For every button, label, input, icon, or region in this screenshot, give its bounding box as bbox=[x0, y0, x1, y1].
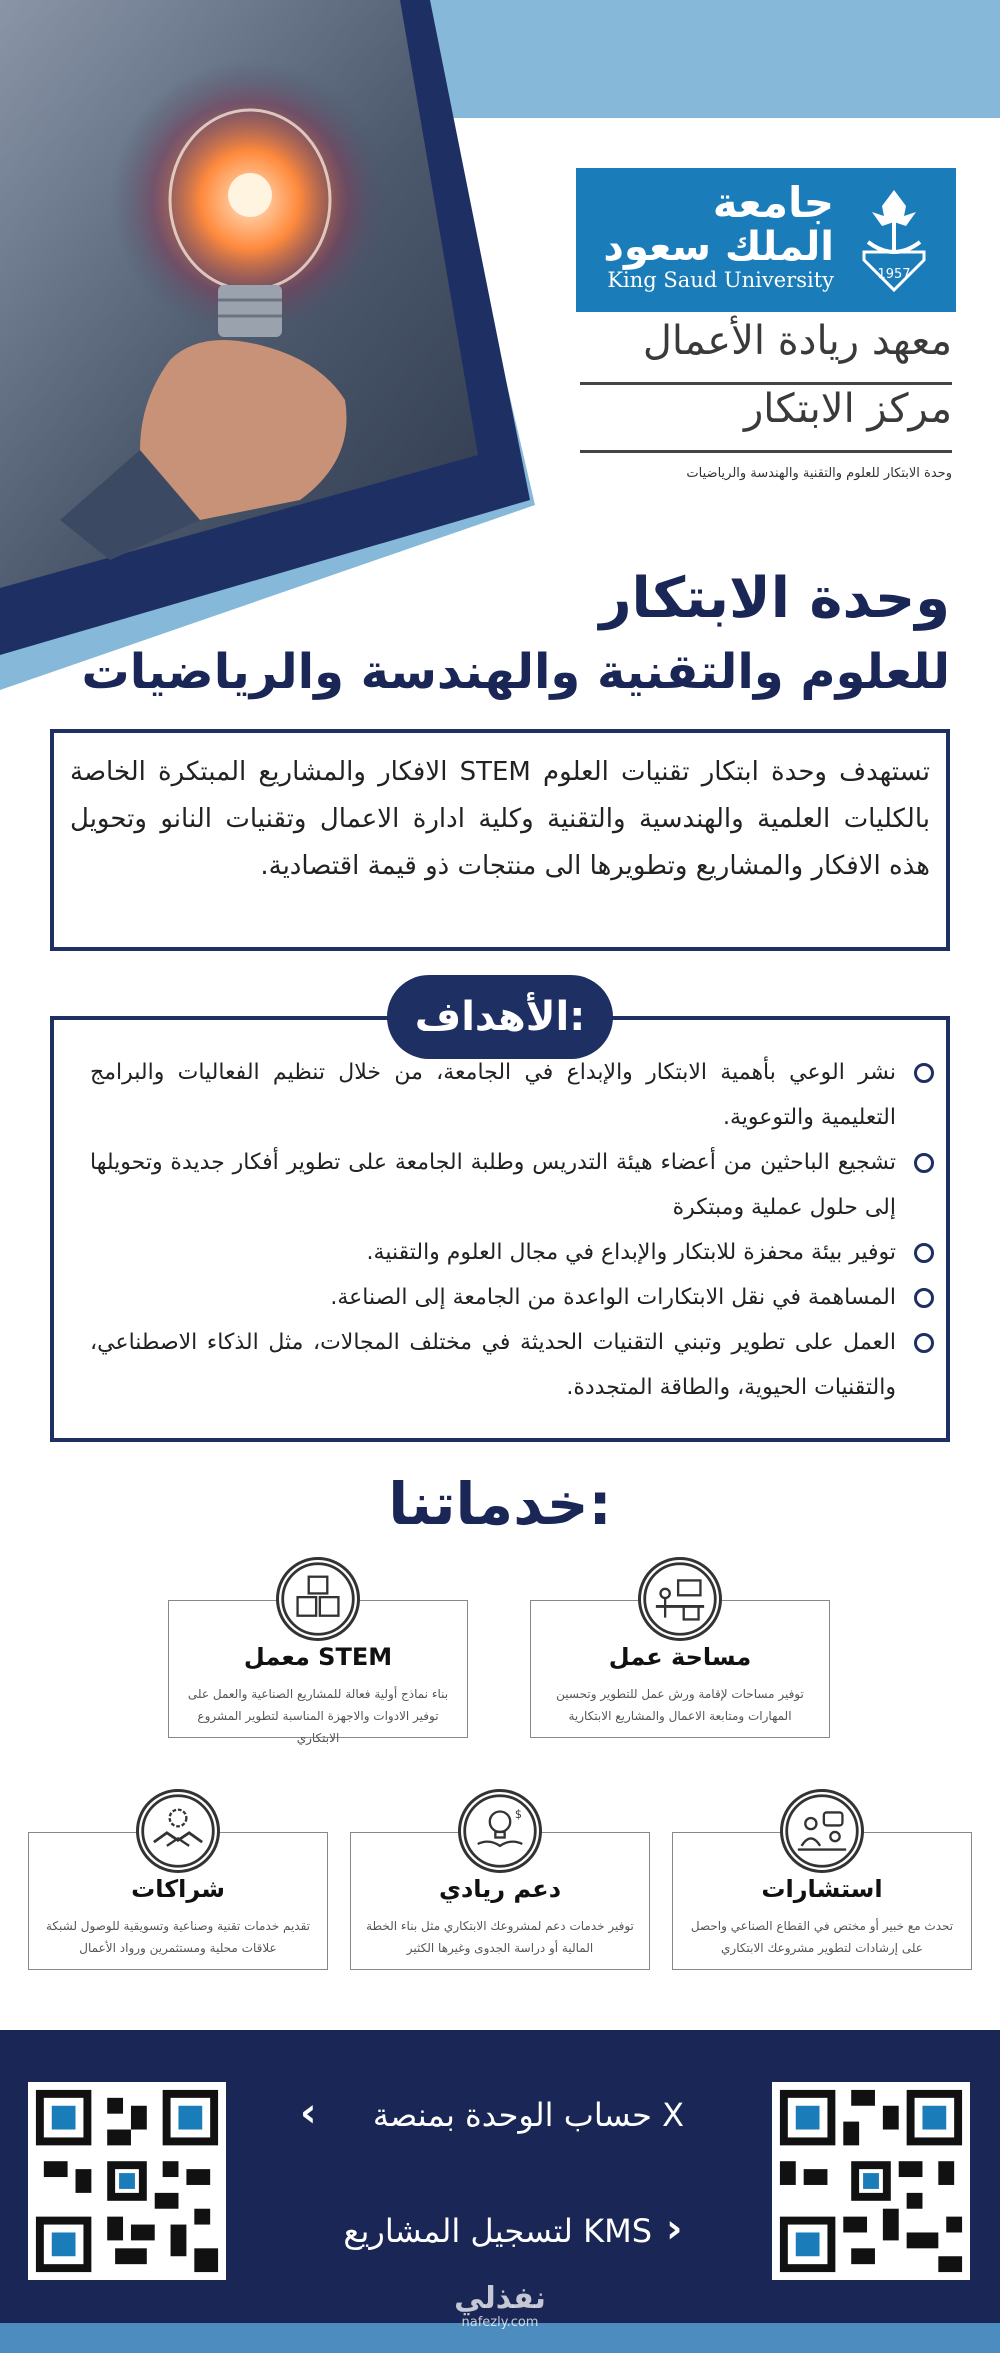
service-card-partnerships bbox=[28, 1832, 328, 1970]
workspace-desk-icon bbox=[638, 1557, 722, 1641]
x-account-link[interactable]: حساب الوحدة بمنصة X bbox=[372, 2096, 684, 2134]
service-title: شراكات bbox=[131, 1875, 225, 1903]
intro-box bbox=[50, 729, 950, 951]
unit-small-name: وحدة الابتكار للعلوم والتقنية والهندسة والرياضيات bbox=[686, 466, 952, 481]
list-item: المساهمة في نقل الابتكارات الواعدة من الجامعة إلى الصناعة. bbox=[90, 1275, 940, 1320]
service-title: مساحة عمل bbox=[608, 1643, 752, 1671]
list-item: تشجيع الباحثين من أعضاء هيئة التدريس وطلبة الجامعة على تطوير أفكار جديدة وتحويلها إلى حلول عملية ومبتكرة bbox=[90, 1140, 940, 1230]
watermark-en: nafezly.com bbox=[461, 2315, 539, 2330]
page-subtitle: للعلوم والتقنية والهندسة والرياضيات bbox=[81, 644, 950, 700]
service-desc: تحدث مع خبير أو مختص في القطاع الصناعي واحصل على إرشادات لتطوير مشروعك الابتكاري bbox=[690, 1919, 954, 1955]
svg-text:1957: 1957 bbox=[877, 267, 911, 282]
list-item: نشر الوعي بأهمية الابتكار والإبداع في الجامعة، من خلال تنظيم الفعاليات والبرامج التعليمية والتوعوية. bbox=[90, 1050, 940, 1140]
goals-heading: الأهداف: bbox=[387, 975, 613, 1059]
service-title: استشارات bbox=[761, 1875, 883, 1903]
qr-code-kms[interactable] bbox=[772, 2082, 970, 2280]
service-desc: بناء نماذج أولية فعالة للمشاريع الصناعية والعمل على توفير الادوات والاجهزة المناسبة لتطوير المشروع الابتكاري bbox=[187, 1687, 449, 1745]
svg-text:$: $ bbox=[514, 1808, 522, 1821]
service-title: معمل STEM bbox=[243, 1643, 393, 1671]
chevron-right-icon: › bbox=[666, 2206, 683, 2252]
institute-name: معهد ريادة الأعمال bbox=[642, 318, 952, 364]
circle-bullet-icon bbox=[914, 1063, 934, 1083]
watermark-ar: نفذلي bbox=[454, 2281, 546, 2316]
circle-bullet-icon bbox=[914, 1333, 934, 1353]
service-desc: توفير مساحات لإقامة ورش عمل للتطوير وتحسين المهارات ومتابعة الاعمال والمشاريع الابتكارية bbox=[556, 1687, 804, 1723]
boxes-icon bbox=[276, 1557, 360, 1641]
intro-text: تستهدف وحدة ابتكار تقنيات العلوم STEM الافكار والمشاريع المبتكرة الخاصة بالكليات العلمية والهندسية والتقنية وكلية ادارة الاعمال وتقنيات النانو وتحويل هذه الافكار والمشاريع وتطويرها الى منتجات ذو قيمة اقتصادية. bbox=[70, 757, 930, 881]
logo-name-ar-line1: جامعة bbox=[712, 178, 834, 227]
center-name: مركز الابتكار bbox=[743, 386, 952, 432]
funding-bulb-icon bbox=[458, 1789, 542, 1873]
kms-register-link[interactable]: لتسجيل المشاريع KMS bbox=[343, 2212, 652, 2250]
chevron-left-icon: ‹ bbox=[300, 2090, 317, 2136]
service-card-consulting bbox=[672, 1832, 972, 1970]
service-card-stem-lab bbox=[168, 1600, 468, 1745]
service-card-workspace bbox=[530, 1600, 830, 1738]
service-title: دعم ريادي bbox=[438, 1875, 562, 1903]
logo-name-ar-line2: الملك سعود bbox=[603, 224, 834, 270]
list-item: توفير بيئة محفزة للابتكار والإبداع في مجال العلوم والتقنية. bbox=[90, 1230, 940, 1275]
service-desc: توفير خدمات دعم لمشروعك الابتكاري مثل بناء الخطة المالية أو دراسة الجدوى وغيرها الكثير bbox=[366, 1919, 634, 1955]
circle-bullet-icon bbox=[914, 1153, 934, 1173]
qr-code-x-account[interactable] bbox=[28, 2082, 226, 2280]
palm-swords-emblem-icon bbox=[846, 182, 942, 298]
divider-rule bbox=[580, 382, 952, 385]
circle-bullet-icon bbox=[914, 1288, 934, 1308]
watermark bbox=[430, 2282, 570, 2330]
logo-name-en: King Saud University bbox=[607, 268, 834, 292]
handshake-gear-icon bbox=[136, 1789, 220, 1873]
goals-list bbox=[90, 1050, 940, 1410]
list-item: العمل على تطوير وتبني التقنيات الحديثة في مختلف المجالات، مثل الذكاء الاصطناعي، والتقنيات الحيوية، والطاقة المتجددة. bbox=[90, 1320, 940, 1410]
divider-rule bbox=[580, 450, 952, 453]
consulting-icon bbox=[780, 1789, 864, 1873]
services-heading: خدماتنا: bbox=[388, 1470, 612, 1538]
service-desc: تقديم خدمات تقنية وصناعية وتسويقية للوصول لشبكة علاقات محلية ومستثمرين ورواد الأعمال bbox=[45, 1919, 311, 1955]
ksu-logo bbox=[576, 168, 956, 312]
circle-bullet-icon bbox=[914, 1243, 934, 1263]
service-card-support bbox=[350, 1808, 650, 1970]
page-title: وحدة الابتكار bbox=[599, 566, 950, 631]
